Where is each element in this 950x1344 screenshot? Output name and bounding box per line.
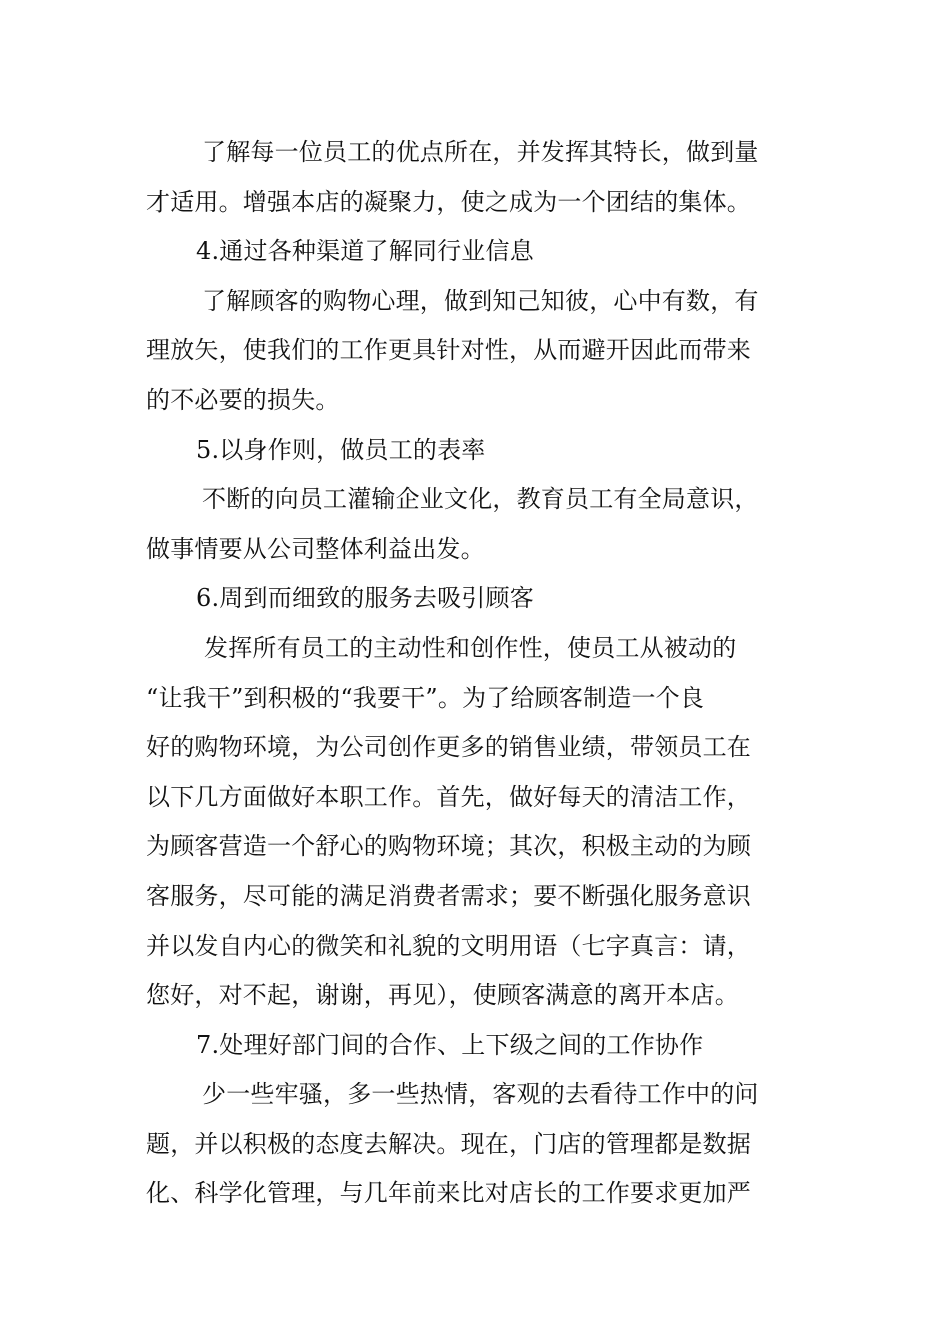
paragraph-line: 少一些牢骚，多一些热情，客观的去看待工作中的问: [202, 1080, 759, 1109]
paragraph-line: 理放矢，使我们的工作更具针对性，从而避开因此而带来: [146, 336, 751, 365]
paragraph-line: 发挥所有员工的主动性和创作性，使员工从被动的: [204, 633, 737, 662]
paragraph-line: “让我干”到积极的“我要干”。为了给顾客制造一个良: [146, 683, 705, 712]
paragraph-line: 您好，对不起，谢谢，再见），使顾客满意的离开本店。: [146, 981, 739, 1010]
document-body: [146, 128, 808, 1219]
paragraph-line: 做事情要从公司整体利益出发。: [146, 534, 485, 563]
paragraph-line: 并以发自内心的微笑和礼貌的文明用语（七字真言：请，: [146, 931, 751, 960]
paragraph-line: 题，并以积极的态度去解决。现在，门店的管理都是数据: [146, 1129, 751, 1158]
section-heading-6: 6.周到而细致的服务去吸引顾客: [196, 584, 534, 613]
paragraph-line: 才适用。增强本店的凝聚力，使之成为一个团结的集体。: [146, 187, 751, 216]
section-heading-5: 5.以身作则，做员工的表率: [196, 435, 486, 464]
paragraph-line: 了解顾客的购物心理，做到知己知彼，心中有数，有: [202, 286, 759, 315]
paragraph-line: 不断的向员工灌输企业文化，教育员工有全局意识，: [202, 485, 759, 514]
paragraph-line: 为顾客营造一个舒心的购物环境；其次，积极主动的为顾: [146, 832, 751, 861]
paragraph-line: 好的购物环境，为公司创作更多的销售业绩，带领员工在: [146, 733, 751, 762]
paragraph-line: 客服务，尽可能的满足消费者需求；要不断强化服务意识: [146, 881, 751, 910]
paragraph-line: 的不必要的损失。: [146, 385, 340, 414]
paragraph-line: 了解每一位员工的优点所在，并发挥其特长，做到量: [202, 138, 759, 166]
section-heading-4: 4.通过各种渠道了解同行业信息: [196, 237, 534, 266]
paragraph-line: 化、科学化管理，与几年前来比对店长的工作要求更加严: [146, 1179, 751, 1208]
paragraph-line: 以下几方面做好本职工作。首先，做好每天的清洁工作，: [146, 782, 751, 811]
section-heading-7: 7.处理好部门间的合作、上下级之间的工作协作: [196, 1030, 704, 1059]
